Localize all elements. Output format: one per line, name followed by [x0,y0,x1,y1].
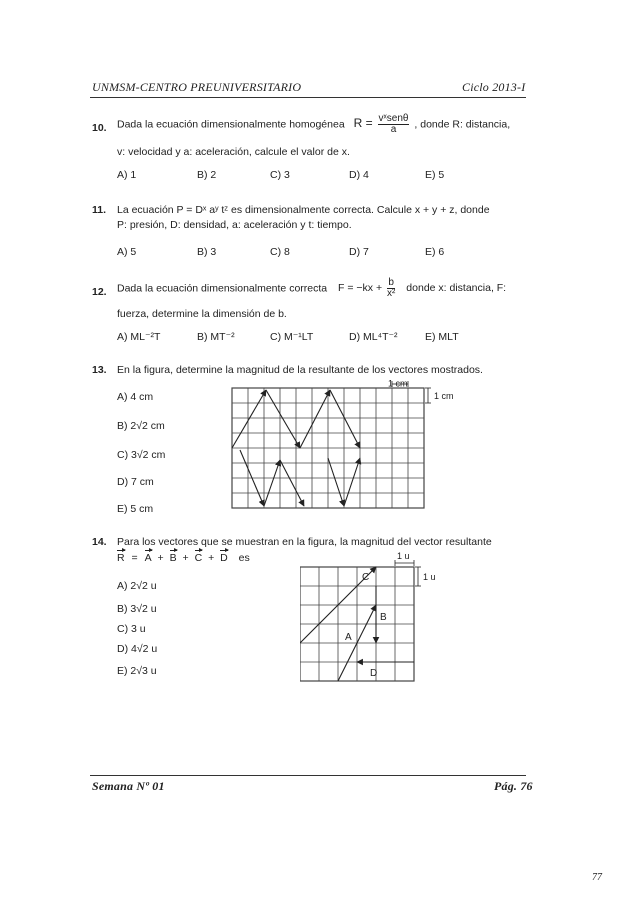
q12-option-d: D) ML⁴T⁻² [349,331,398,343]
q14-label-c: C [362,572,370,583]
q11-option-a: A) 5 [117,246,137,258]
q10-option-c: C) 3 [270,169,290,181]
q11-text-b: P: presión, D: densidad, a: aceleración y t: tiempo. [117,219,352,231]
q13-number: 13. [92,364,107,376]
q12-option-b: B) MT⁻² [197,331,235,343]
q14-figure [300,552,470,687]
q10-text-c: v: velocidad y a: aceleración, calcule el valor de x. [117,146,350,158]
q14-option-b: B) 3√2 u [117,603,157,615]
q14-label-d: D [370,668,378,679]
q10-frac-num: vˣsenθ [378,113,409,124]
header-left: UNMSM-CENTRO PREUNIVERSITARIO [92,80,302,94]
q10-fraction [378,114,410,135]
q14-eq-es: es [238,552,250,564]
q12-option-c: C) M⁻¹LT [270,331,314,343]
q13-vector-7 [264,460,280,506]
q11-option-e: E) 6 [425,246,445,258]
q13-option-e: E) 5 cm [117,503,154,515]
q13-vector-10 [344,458,360,506]
footer-right: Pág. 76 [494,779,533,793]
q13-option-b: B) 2√2 cm [117,420,165,432]
q14-option-c: C) 3 u [117,623,146,635]
q13-figure [220,380,550,520]
q11-text-a: La ecuación P = Dˣ aʸ tᶻ es dimensionalmente correcta. Calcule x + y + z, donde [117,204,490,216]
q13-option-c: C) 3√2 cm [117,449,166,461]
q10-stem [117,114,547,135]
q14-equation [117,552,250,565]
q14-scale-v-label: 1 u [423,572,436,582]
q14-option-e: E) 2√3 u [117,665,157,677]
q12-text-c: fuerza, determine la dimensión de b. [117,308,287,320]
q10-option-b: B) 2 [197,169,217,181]
q14-option-d: D) 4√2 u [117,643,158,655]
q12-number: 12. [92,286,107,298]
q14-scale [395,560,421,586]
q11-option-b: B) 3 [197,246,217,258]
q13-vector-9 [328,458,344,506]
q12-frac-num: b [388,277,394,288]
q10-formula-lhs: R = [353,116,373,131]
q14-option-a: A) 2√2 u [117,580,157,592]
q14-grid [300,567,414,681]
q12-formula-lhs: F = −kx + [338,282,383,295]
q12-fraction [387,278,395,299]
q10-frac-den: a [390,124,397,135]
q13-option-a: A) 4 cm [117,391,154,403]
q13-option-d: D) 7 cm [117,476,154,488]
q12-text-b: donde x: distancia, F: [406,282,507,295]
q14-eq-b: B [169,552,177,564]
q13-vector-2 [266,390,300,448]
q13-vector-8 [280,460,304,506]
q12-frac-den: x² [387,288,396,299]
q10-option-d: D) 4 [349,169,369,181]
q14-label-a: A [345,632,352,643]
q11-option-c: C) 8 [270,246,290,258]
q11-number: 11. [92,204,107,216]
q14-text: Para los vectores que se muestran en la figura, la magnitud del vector resultante [117,536,492,548]
q13-vector-1 [232,390,266,448]
header-right: Ciclo 2013-I [462,80,526,94]
q14-scale-h-label: 1 u [397,552,410,561]
q12-stem [117,278,547,299]
q11-option-d: D) 7 [349,246,369,258]
q14-eq-plus-2: + [182,552,189,564]
q14-eq-d: D [220,552,228,564]
header-rule [90,97,526,98]
q12-option-e: E) MLT [425,331,459,343]
q13-scale-h-label: 1 cm [388,380,408,389]
q14-label-b: B [380,612,387,623]
q14-eq-a: A [144,552,152,564]
q14-number: 14. [92,536,107,548]
q13-text: En la figura, determine la magnitud de la resultante de los vectores mostrados. [117,364,483,376]
q12-text-a: Dada la ecuación dimensionalmente correcta [117,282,328,295]
q13-vector-4 [330,390,360,448]
q10-option-a: A) 1 [117,169,137,181]
q10-number: 10. [92,122,107,134]
footer-left: Semana Nº 01 [92,779,165,793]
q10-text-a: Dada la ecuación dimensionalmente homogénea [117,118,345,131]
q14-eq-r: R [117,552,125,564]
q14-eq-equals: = [131,552,138,564]
footer-rule [90,775,526,776]
q13-grid [232,388,424,508]
q14-eq-plus-1: + [157,552,164,564]
q10-text-b: , donde R: distancia, [414,118,511,131]
q13-scale-v-label: 1 cm [434,391,454,401]
q13-vector-3 [300,390,330,448]
q12-option-a: A) ML⁻²T [117,331,161,343]
q14-eq-c: C [194,552,203,564]
corner-mark: 77 [592,872,602,883]
q14-eq-plus-3: + [208,552,215,564]
q10-option-e: E) 5 [425,169,445,181]
